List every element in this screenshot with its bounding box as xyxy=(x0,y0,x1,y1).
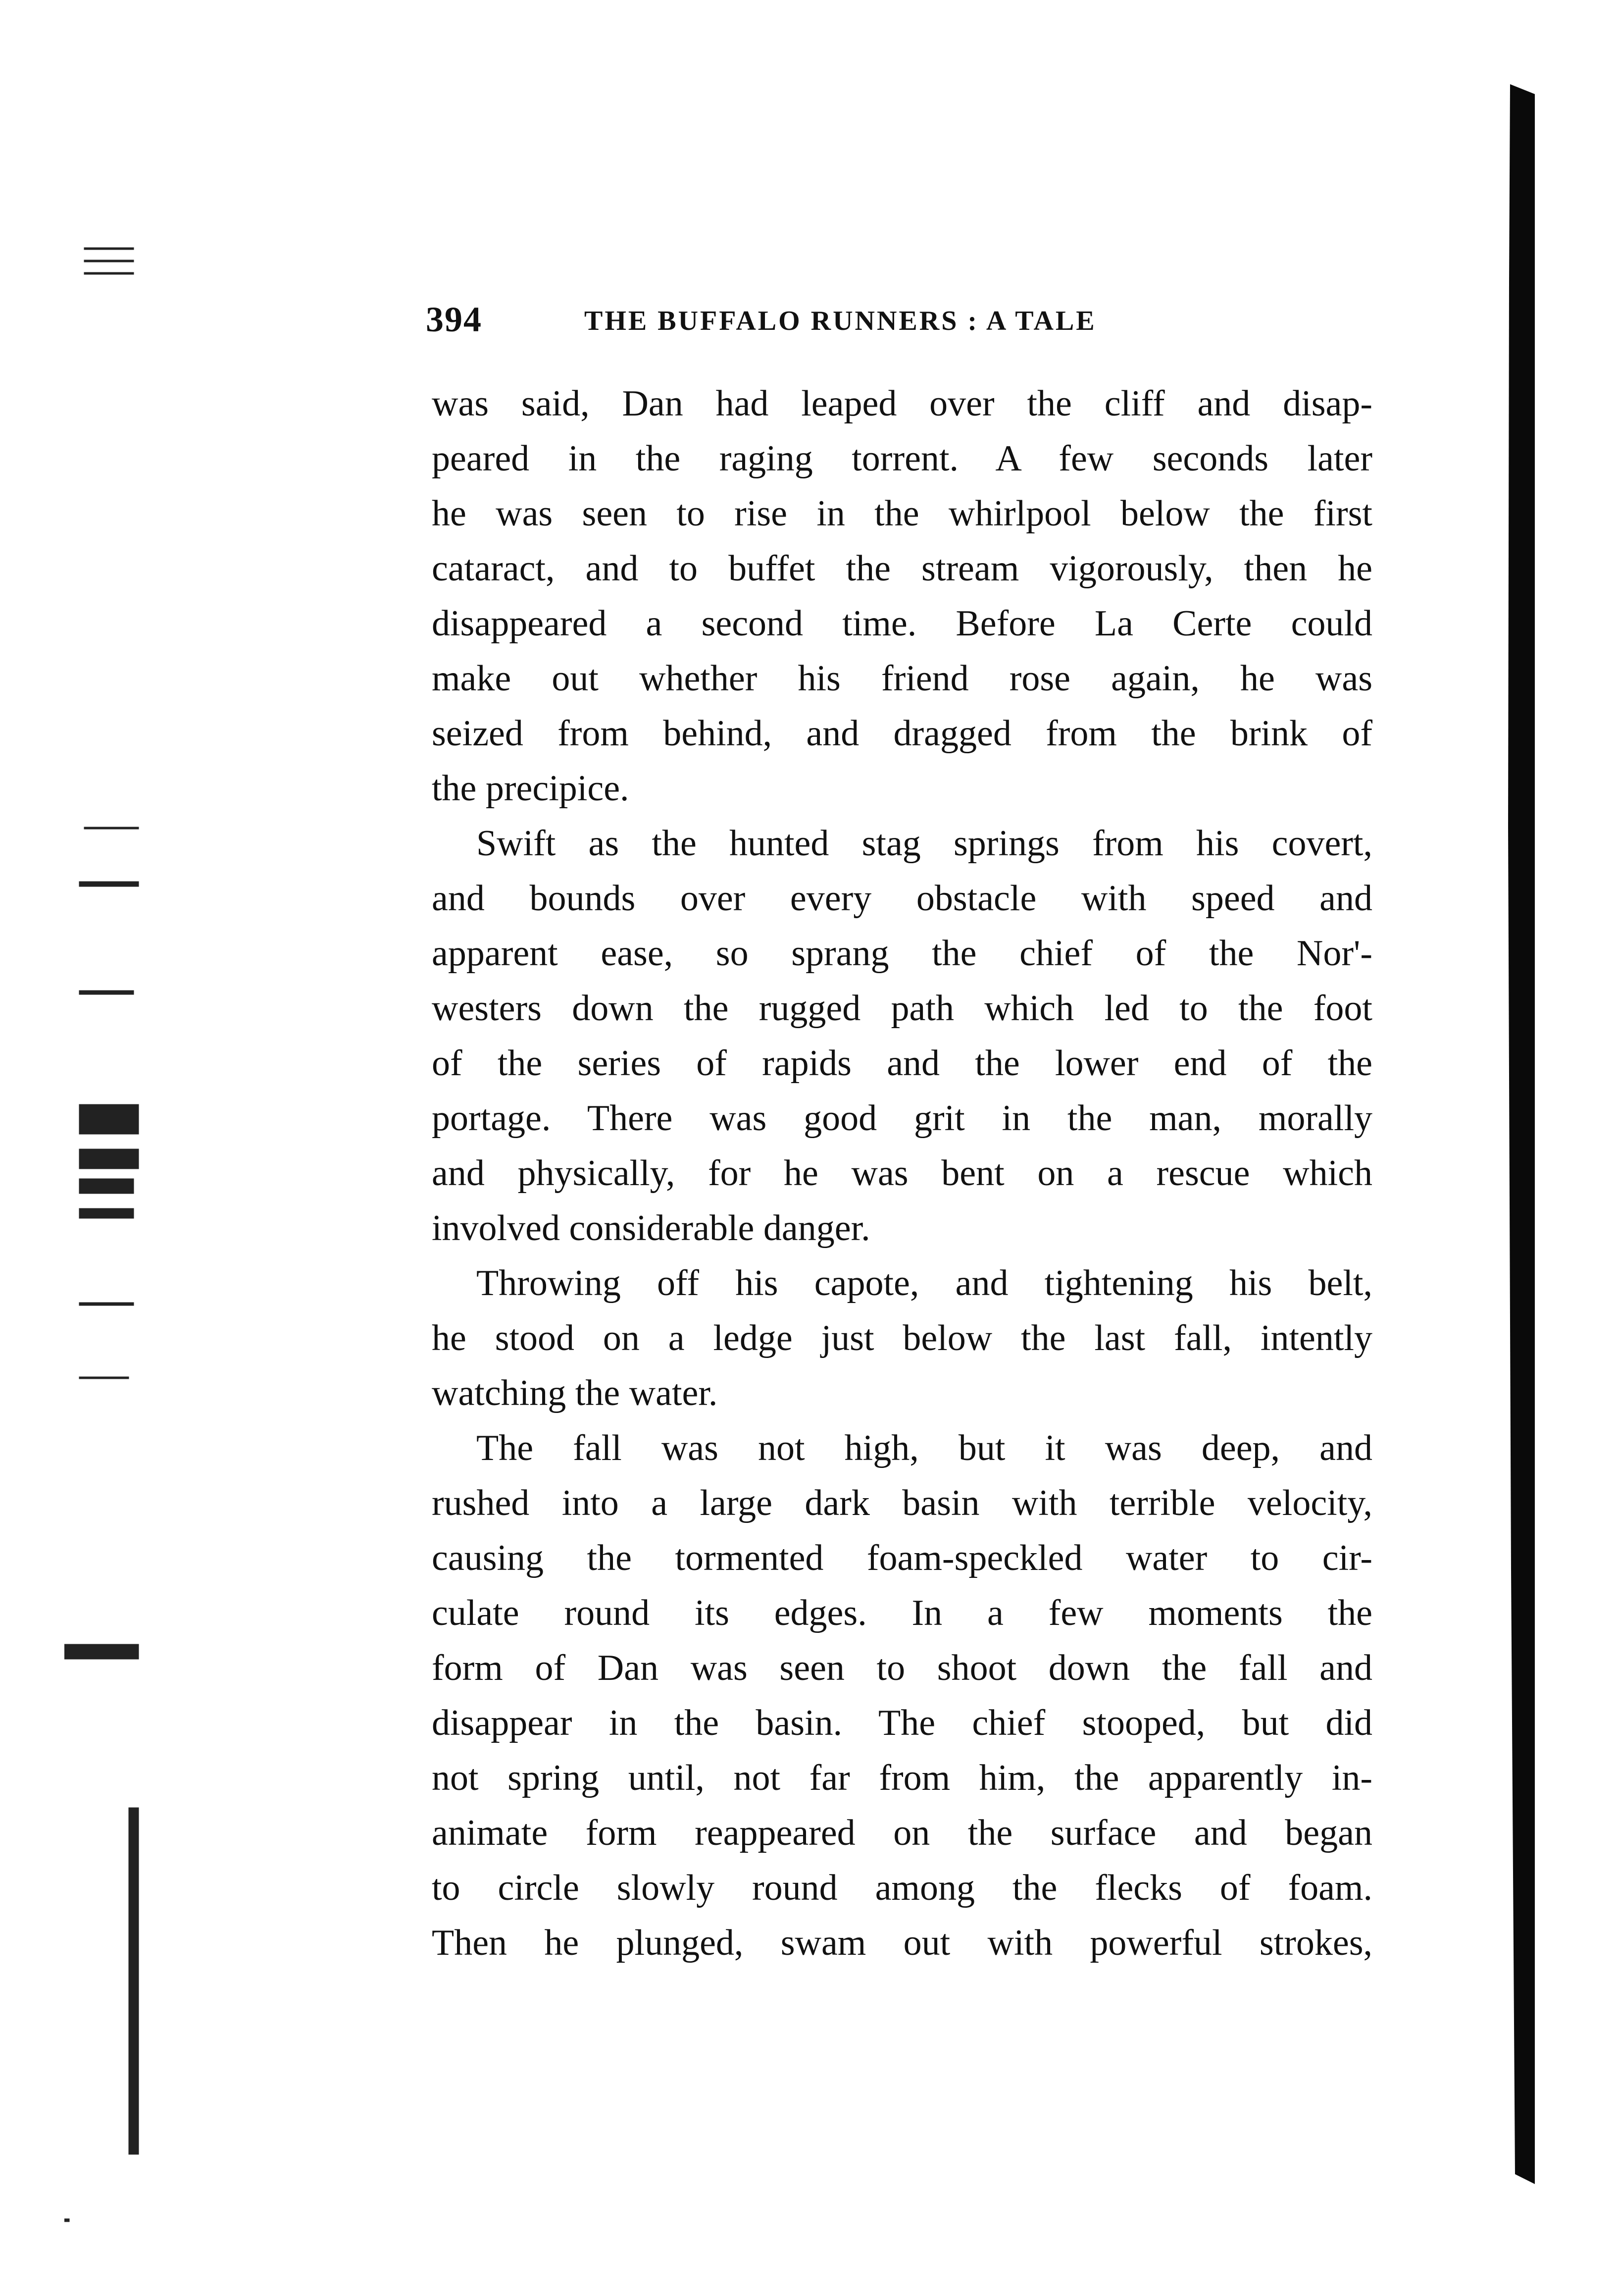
text-line: causing the tormented foam-speckled water to cir- xyxy=(432,1538,1372,1578)
text-line: form of Dan was seen to shoot down the fall and xyxy=(432,1648,1372,1688)
paragraph-3 xyxy=(432,1256,1372,1421)
text-line: seized from behind, and dragged from the brink of xyxy=(432,713,1372,754)
scan-artifact-left-margin xyxy=(64,149,163,2229)
text-line: was said, Dan had leaped over the cliff and disap- xyxy=(432,383,1372,424)
paragraph-4 xyxy=(432,1421,1372,1971)
text-line: involved considerable danger. xyxy=(432,1208,870,1249)
text-line: portage. There was good grit in the man, morally xyxy=(432,1098,1372,1139)
text-line: Throwing off his capote, and tightening his belt, xyxy=(476,1263,1372,1304)
page-number: 394 xyxy=(426,300,482,339)
text-line: make out whether his friend rose again, he was xyxy=(432,658,1372,699)
scan-artifact-right-edge xyxy=(1505,84,1535,2184)
text-line: westers down the rugged path which led to the foot xyxy=(432,988,1372,1029)
text-line: watching the water. xyxy=(432,1373,718,1413)
text-line: disappeared a second time. Before La Certe could xyxy=(432,603,1372,644)
running-head: THE BUFFALO RUNNERS : A TALE xyxy=(584,306,1097,336)
text-line: rushed into a large dark basin with terrible velocity, xyxy=(432,1483,1372,1523)
text-line: apparent ease, so sprang the chief of the Nor'- xyxy=(432,933,1372,974)
text-line: culate round its edges. In a few moments the xyxy=(432,1593,1372,1633)
text-line: he was seen to rise in the whirlpool below the first xyxy=(432,493,1372,534)
text-line: and physically, for he was bent on a rescue which xyxy=(432,1153,1372,1194)
text-line: peared in the raging torrent. A few seconds later xyxy=(432,438,1372,479)
text-line: cataract, and to buffet the stream vigorously, then he xyxy=(432,548,1372,589)
text-line: Then he plunged, swam out with powerful strokes, xyxy=(432,1923,1372,1963)
text-line: of the series of rapids and the lower end of the xyxy=(432,1043,1372,1084)
body-text xyxy=(432,376,1372,1971)
paragraph-1 xyxy=(432,376,1372,816)
page-header xyxy=(426,297,1366,342)
text-line: The fall was not high, but it was deep, and xyxy=(476,1428,1372,1468)
text-line: and bounds over every obstacle with speed and xyxy=(432,878,1372,919)
text-line: the precipice. xyxy=(432,768,629,809)
text-line: to circle slowly round among the flecks of foam. xyxy=(432,1868,1372,1908)
text-line: animate form reappeared on the surface and began xyxy=(432,1813,1372,1853)
text-line: Swift as the hunted stag springs from his covert, xyxy=(476,823,1372,864)
text-line: not spring until, not far from him, the apparently in- xyxy=(432,1758,1372,1798)
text-line: he stood on a ledge just below the last fall, intently xyxy=(432,1318,1372,1358)
text-line: disappear in the basin. The chief stooped, but did xyxy=(432,1703,1372,1743)
paragraph-2 xyxy=(432,816,1372,1256)
